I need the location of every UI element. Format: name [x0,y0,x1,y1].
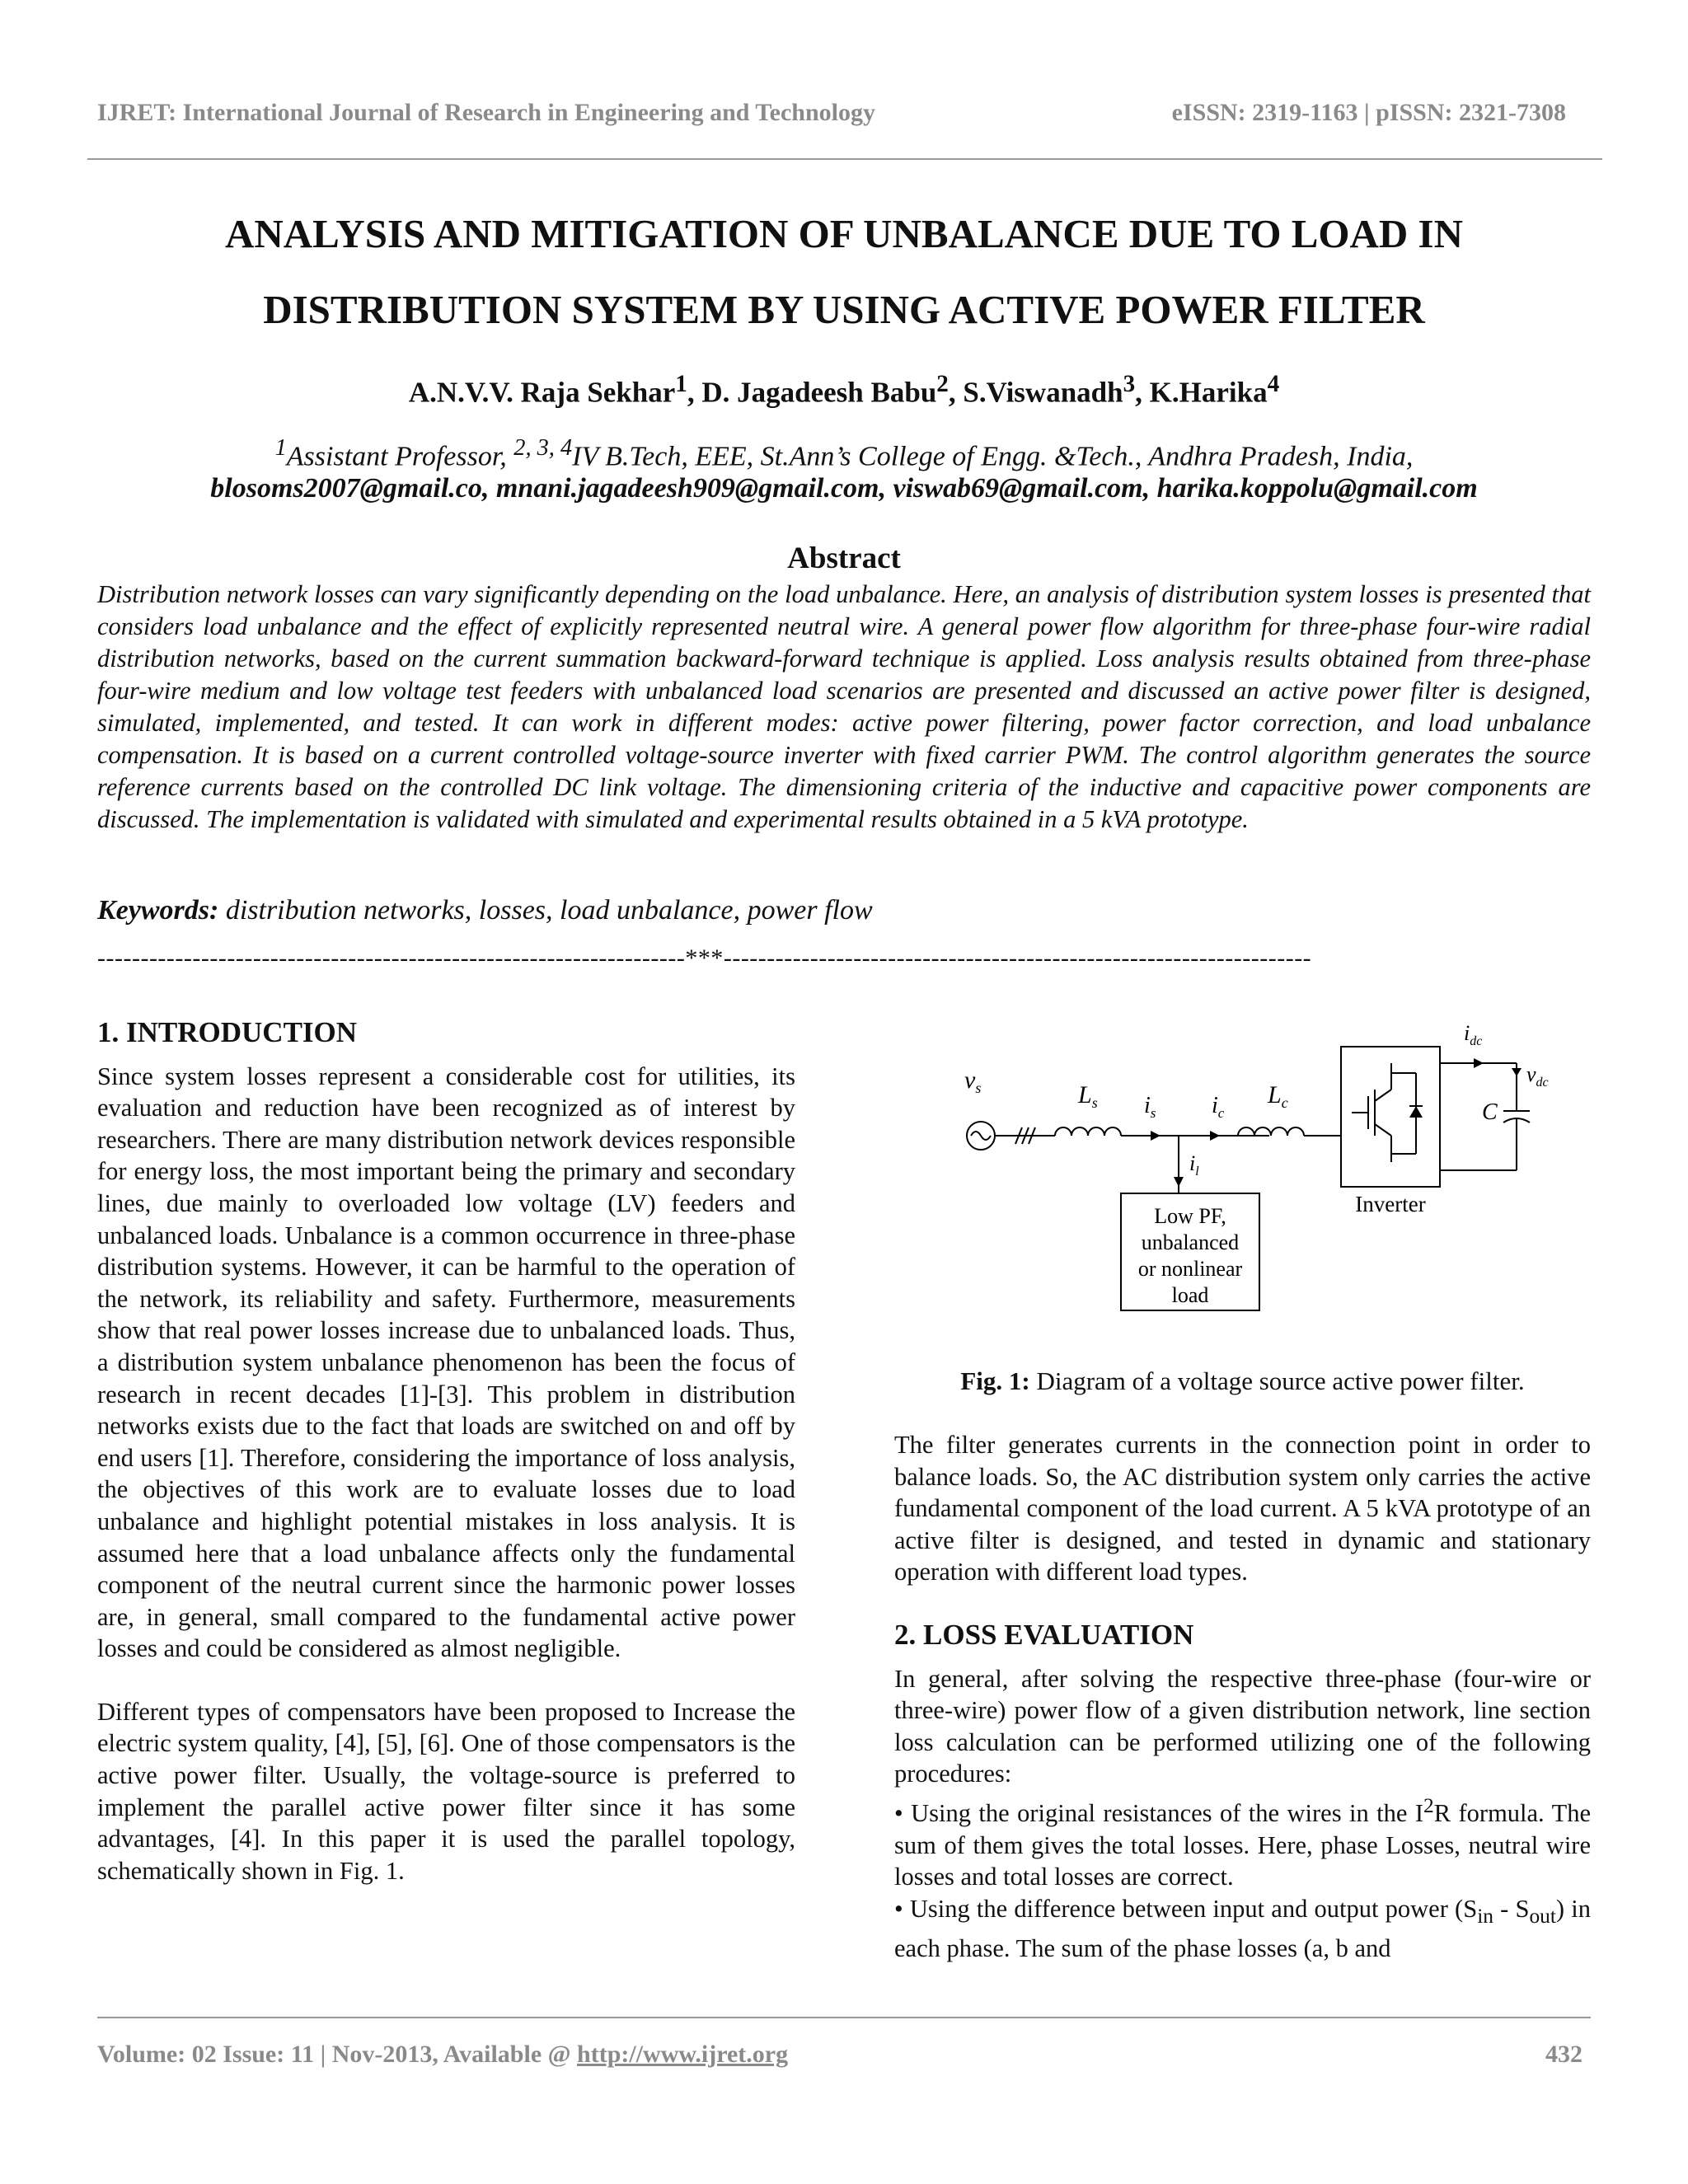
label-vs: $v_s$ [964,1066,982,1096]
load-label-line-3: or nonlinear [1137,1257,1243,1281]
label-ic: $i_c$ [1212,1093,1225,1121]
author-emails: blosoms2007@gmail.co, mnani.jagadeesh909@gmail.com, viswab69@gmail.com, harika.koppolu@gmail.com [210,473,1478,504]
author-sup: 2 [936,371,949,397]
caption-label: Fig. 1: [960,1366,1030,1395]
figure-1-caption [894,1366,1591,1396]
load-label-line-1: Low PF, [1154,1204,1226,1228]
caption-text: Diagram of a voltage source active power filter. [1029,1366,1525,1395]
paper-title [0,196,1688,348]
inductor-lc [1238,1127,1304,1136]
label-is: $i_s$ [1144,1093,1156,1121]
journal-name: IJRET: International Journal of Research in Engineering and Technology [97,99,876,126]
abstract-text: Distribution network losses can vary significantly depending on the load unbalance. Here, an analysis of distribution system losses is presented that considers load unbalance and the effect of explicitly represented neutral wire. A general power flow algorithm for three-phase four-wire radial distribution networks, based on the current summation backward-forward technique is applied. Loss analysis results obtained from three-phase four-wire medium and low voltage test feeders with unbalanced load scenarios are presented and discussed an active power filter is designed, simulated, implemented, and tested. It can work in different modes: active power filtering, power factor correction, and load unbalance compensation. It is based on a current controlled voltage-source inverter with fixed carrier PWM. The control algorithm generates the source reference currents based on the controlled DC link voltage. The dimensioning criteria of the inductive and capacitive power components are discussed. The implementation is validated with simulated and experimental results obtained in a 5 kVA prototype. [97,580,1591,833]
author-list: A.N.V.V. Raja Sekhar$^1$, D. Jagadeesh Babu$^2$, S.Viswanadh$^3$, K.Harika$^4$ [408,371,1280,409]
arrow-il [1174,1177,1184,1187]
arrow-idc [1474,1058,1484,1068]
loss-bullet-2: • Using the difference between input and output power $(S_{in} - S_{out})$ in each phase. The sum of the phase losses (a, b and [894,1894,1591,1962]
label-c: C [1482,1099,1498,1125]
affil-sup-1: 1 [274,435,287,461]
arrow-is [1151,1131,1160,1141]
section-separator: --------------------------------------------------------------------***-------------------------------------------------------------------- [97,944,1312,972]
loss-paragraph-1: In general, after solving the respective three-phase (four-wire or three-wire) power flow of a given distribution network, line section loss calculation can be performed utilizing one of the following procedures: [894,1664,1591,1788]
inverter-label: Inverter [1355,1192,1426,1216]
header-divider [87,158,1602,160]
keywords-text: distribution networks, losses, load unbalance, power flow [218,895,873,926]
intro-paragraph-1: Since system losses represent a considerable cost for utilities, its evaluation and reduction have been recognized as of interest by researchers. There are many distribution network devices responsible for energy loss, the most important being the primary and secondary lines, due mainly to overloaded low voltage (LV) feeders and unbalanced loads. Unbalance is a common occurrence in three-phase distribution systems. However, it can be harmful to the operation of the network, its reliability and safety. Furthermore, measurements show that real power losses increase due to unbalanced loads. Thus, a distribution system unbalance phenomenon has been the focus of research in recent decades [1]-[3]. This problem in distribution networks exists due to the fact that loads are switched on and off by end users [1]. Therefore, considering the importance of loss analysis, the objectives of this work are to evaluate losses due to load unbalance and highlight potential mistakes in loss analysis. It is assumed here that a load unbalance affects only the fundamental component of the neutral current since the harmonic power losses are, in general, small compared to the fundamental active power losses and could be considered as almost negligible. [97,1062,795,1663]
load-label-line-2: unbalanced [1141,1230,1240,1254]
section-2-heading: 2. LOSS EVALUATION [894,1618,1194,1651]
footer-divider [97,2017,1591,2018]
figure-1-circuit-diagram [940,1014,1566,1335]
section-1-heading: 1. INTRODUCTION [97,1016,358,1048]
label-il: $i_l$ [1189,1151,1199,1179]
author-sup: 3 [1123,371,1136,397]
label-ls: $L_s$ [1078,1081,1098,1111]
title-line-1: ANALYSIS AND MITIGATION OF UNBALANCE DUE TO LOAD IN [224,211,1464,256]
affil-sup-2: 2, 3, 4 [513,435,573,461]
arrow-vdc [1512,1068,1522,1076]
igbt-switch-icon [1352,1063,1423,1162]
load-label-line-4: load [1171,1283,1209,1307]
author-name: K.Harika [1149,376,1268,409]
issn-label: eISSN: 2319-1163 | pISSN: 2321-7308 [1171,99,1566,126]
keywords-label: Keywords: [97,895,219,926]
diode-icon [1409,1106,1423,1118]
affil-role: Assistant Professor, [286,441,514,472]
label-lc: $L_c$ [1268,1081,1288,1111]
author-name: D. Jagadeesh Babu [701,376,937,409]
intro-paragraph-2: Different types of compensators have been proposed to Increase the electric system quality, [4], [5], [6]. One of those compensators is the active power filter. Usually, the voltage-source is preferred to implement the parallel active power filter since it has some advantages, [4]. In this paper it is used the parallel topology, schematically shown in Fig. 1. [97,1697,795,1885]
affil-rest: IV B.Tech, EEE, St.Ann’s College of Engg. &Tech., Andhra Pradesh, India, [572,441,1414,472]
author-name: A.N.V.V. Raja Sekhar [408,376,676,409]
abstract-heading: Abstract [787,541,901,575]
affiliation [0,435,1688,472]
right-column [894,1429,1591,1964]
page-number: 432 [1545,2041,1582,2068]
sine-wave-icon [971,1132,991,1140]
inductor-ls [1055,1127,1121,1136]
filter-paragraph: The filter generates currents in the connection point in order to balance loads. So, the AC distribution system only carries the active fundamental component of the load current. A 5 kVA prototype of an active filter is designed, and tested in dynamic and stationary operation with different load types. [894,1431,1591,1586]
footer-volume-info: Volume: 02 Issue: 11 | Nov-2013, Available @ http://www.ijret.org [97,2041,789,2068]
title-line-2: DISTRIBUTION SYSTEM BY USING ACTIVE POWER FILTER [263,287,1425,332]
label-idc: $i_{dc}$ [1464,1021,1483,1048]
keywords [97,895,873,926]
loss-bullet-1: • Using the original resistances of the wires in the $I^2R$ formula. The sum of them gives the total losses. Here, phase Losses, neutral wire losses and total losses are correct. [894,1793,1591,1891]
author-name: S.Viswanadh [963,376,1123,409]
label-vdc: $v_{dc}$ [1526,1062,1549,1090]
left-column [97,1017,795,1886]
arrow-ic [1210,1131,1220,1141]
author-sup: 1 [675,371,687,397]
journal-link[interactable]: http://www.ijret.org [577,2041,789,2068]
author-sup: 4 [1267,371,1280,397]
